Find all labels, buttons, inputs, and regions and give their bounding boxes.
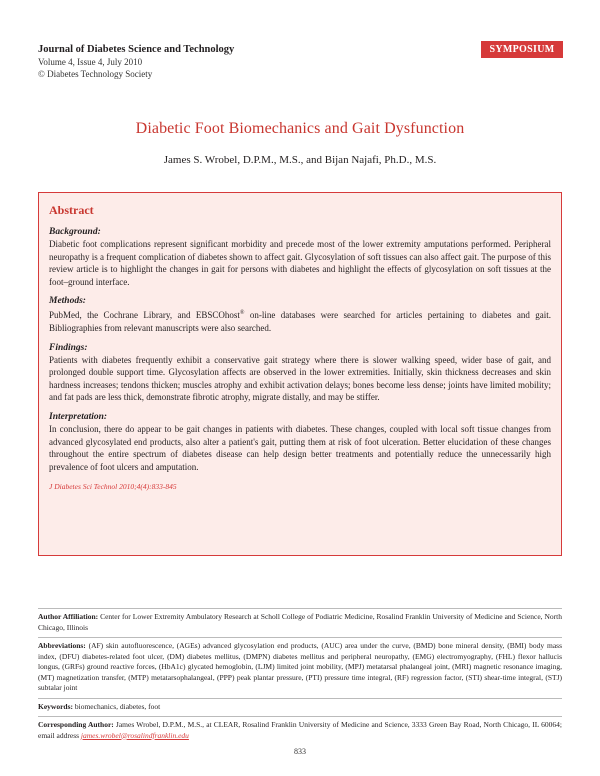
keywords-label: Keywords: — [38, 701, 73, 711]
findings-text: Patients with diabetes frequently exhibit a conservative gait strategy where there is slower walking speed, wider base of gait, and prolonged double support time. Glycosylation affects are observed in the lower extremities. Initially, skin thickness decreases and skin hardness increases; tendons thicken; muscles atrophy and exhibit activation delays; bones become less dense; joints have limited mobility; and fat pads are less thick, demonstrate fibrotic atrophy, migrate distally, and may be stiffer. — [49, 354, 551, 403]
citation: J Diabetes Sci Technol 2010;4(4):833-845 — [49, 482, 177, 492]
article-title: Diabetic Foot Biomechanics and Gait Dysfunction — [135, 120, 465, 137]
article-authors: James S. Wrobel, D.P.M., M.S., and Bijan Najafi, Ph.D., M.S. — [163, 154, 437, 166]
abbreviations-label: Abbreviations: — [38, 641, 86, 650]
methods-text — [49, 307, 551, 334]
abstract-heading: Abstract — [49, 203, 94, 217]
affiliation-value: Center for Lower Extremity Ambulatory Research at Scholl College of Podiatric Medicine, Rosalind Franklin University of Medicine and Science, North Chicago, Illinois — [38, 612, 562, 632]
keywords-text — [38, 702, 562, 713]
corresponding-value: James Wrobel, D.P.M., M.S., at CLEAR, Rosalind Franklin University of Medicine and Science, 3333 Green Bay Road, North Chicago, IL 60064; email address — [38, 720, 563, 740]
abstract-background — [49, 226, 551, 288]
article-footer — [38, 608, 562, 745]
journal-volume: Volume 4, Issue 4, July 2010 — [38, 57, 143, 67]
keywords-value: biomechanics, diabetes, foot — [73, 701, 161, 711]
abbreviations-value: (AF) skin autofluorescence, (AGEs) advanced glycosylation end products, (AUC) area under the curve, (BMD) bone mineral density, (BMI) body mass index, (DFU) diabetes-related foot ulcer, (DM) diabetes mellitus, (DMPN) diabetes mellitus and peripheral neuropathy, (EMG) electromyography, (FHL) flexor hallucis longus, (GRFs) ground reactive forces, (HbA1c) glycated hemoglobin, (LJM) limited joint mobility, (MPJ) metatarsal phalangeal joint, (MRI) magnetic resonance imaging, (MT) magnetization transfer, (MTP) metatarsophalangeal, (PPP) peak plantar pressure, (PTI) pressure time integral, (RF) regression factor, (STI) shear-time integral, (STJ) subtalar joint — [38, 641, 562, 692]
background-text: Diabetic foot complications represent significant morbidity and precede most of the lower extremity amputations performed. Peripheral neuropathy is a frequent complication of diabetes shown to affect gait. Glycosylation of soft tissues can also affect gait. The purpose of this review article is to highlight the changes in gait for persons with diabetes and highlight the effects of glycosylation on soft tissues at the foot–ground interface. — [49, 239, 551, 287]
methods-heading: Methods: — [49, 296, 86, 307]
abstract-findings — [49, 342, 551, 404]
affiliation-text — [38, 612, 562, 633]
abstract-box — [38, 192, 562, 556]
interpretation-text: In conclusion, there do appear to be gait changes in patients with diabetes. These changes, coupled with local soft tissue changes from advanced glycosylated end products, also alter a patient's gait, putting them at risk of foot ulceration. Better elucidation of these changes throughout the entire spectrum of diabetes disease can help design better treatments and potentially reduce the unnecessarily high prevalence of foot ulcers and amputation. — [49, 423, 551, 472]
page-number: 833 — [294, 747, 306, 756]
journal-header — [38, 43, 358, 80]
abbreviations-text — [38, 641, 562, 694]
abstract-interpretation — [49, 411, 551, 473]
journal-name: Journal of Diabetes Science and Technology — [38, 44, 235, 55]
email-link[interactable]: james.wrobel@rosalindfranklin.edu — [80, 730, 189, 740]
symposium-badge: SYMPOSIUM — [481, 41, 563, 58]
registered-mark: ® — [239, 310, 245, 317]
interpretation-heading: Interpretation: — [49, 411, 108, 422]
corresponding-text — [38, 720, 562, 741]
abstract-methods — [49, 295, 551, 334]
corresponding-label: Corresponding Author: — [38, 720, 114, 729]
keywords-block — [38, 698, 562, 717]
background-heading: Background: — [49, 227, 101, 237]
methods-text-after: on-line databases were searched for articles pertaining to diabetes and gait. Bibliographies from relevant manuscripts were also searched. — [49, 310, 552, 333]
methods-text-before: PubMed, the Cochrane Library, and EBSCOhost — [49, 310, 240, 321]
findings-heading: Findings: — [49, 342, 88, 353]
affiliation-label: Author Affiliation: — [38, 612, 99, 621]
affiliation-block — [38, 608, 562, 637]
abbreviations-block — [38, 637, 562, 698]
corresponding-block — [38, 716, 562, 745]
journal-copyright: © Diabetes Technology Society — [38, 69, 153, 79]
